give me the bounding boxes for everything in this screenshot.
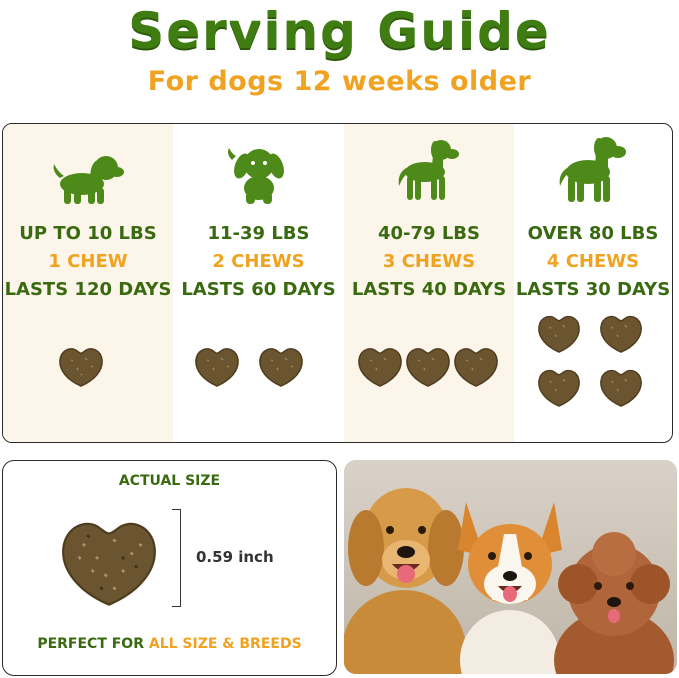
chew-icon [57,342,105,388]
actual-size-heading: ACTUAL SIZE [118,473,221,489]
chew-icon [257,342,305,388]
tier-chews: 3 CHEWS [382,251,476,272]
tier-weight: UP TO 10 LBS [19,223,157,244]
breed-footer-prefix: PERFECT FOR [37,636,149,652]
tier-duration: LASTS 30 DAYS [515,279,671,300]
tier-chews: 4 CHEWS [546,251,640,272]
size-measurement: 0.59 inch [196,548,274,566]
breed-footer [3,636,336,652]
chew-actual-size-icon [53,509,165,609]
tier-duration: LASTS 40 DAYS [351,279,507,300]
small-dog-icon [50,148,126,208]
chew-icon [536,364,582,408]
tier-duration: LASTS 120 DAYS [4,279,172,300]
tier-weight: 40-79 LBS [378,223,480,244]
tier-column-1 [3,124,173,442]
chew-icon [356,342,404,388]
three-dogs-illustration [344,460,677,674]
chew-icon [598,310,644,354]
size-bracket [172,509,181,607]
tier-column-3 [344,124,514,442]
tier-column-2 [173,124,344,442]
golden-retriever [344,488,466,674]
tier-chews: 1 CHEW [48,251,128,272]
chew-icon [598,364,644,408]
tier-column-4 [514,124,672,442]
large-dog-icon [558,132,628,204]
tier-duration: LASTS 60 DAYS [181,279,336,300]
chew-icon [536,310,582,354]
serving-panel [2,123,673,443]
tier-weight: 11-39 LBS [207,223,310,244]
chew-icon [193,342,241,388]
tier-chews: 2 CHEWS [212,251,305,272]
page-title: Serving Guide [128,2,551,60]
actual-size-card [2,460,337,676]
chew-icon [452,342,500,388]
chew-icon [404,342,452,388]
puppy-dog-icon [226,142,292,206]
breed-footer-highlight: ALL SIZE & BREEDS [148,636,302,652]
dogs-photo [344,460,677,674]
medium-dog-icon [397,134,461,204]
page-subtitle: For dogs 12 weeks older [147,66,532,97]
tier-weight: OVER 80 LBS [527,223,659,244]
